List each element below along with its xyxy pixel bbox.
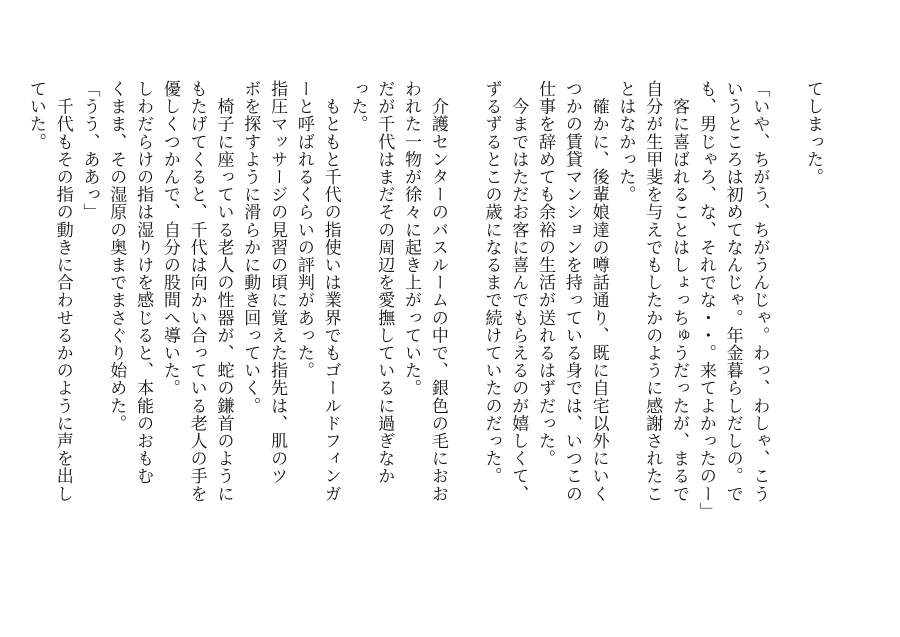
text-column: いうところは初めてなんじゃ。年金暮らしだしの。で bbox=[722, 80, 743, 503]
text-column: 「うう、ああっ」 bbox=[79, 80, 100, 221]
text-column: だが千代はまだその周辺を愛撫しているに過ぎなか bbox=[374, 80, 395, 485]
text-column: も、男じゃろ、な、それでな・・。来てよかったのー」 bbox=[695, 80, 716, 520]
text-column: てしまった。 bbox=[803, 80, 823, 186]
text-column: とはなかった。 bbox=[615, 80, 636, 204]
text-column: 客に喜ばれることはしょっちゅうだったが、まるで bbox=[669, 80, 690, 503]
text-column: 自分が生甲斐を与えでもしたかのように感謝されたこ bbox=[642, 80, 663, 503]
text-column: 優しくつかんで、自分の股間へ導いた。 bbox=[159, 80, 180, 397]
text-column: 「いや、ちがう、ちがうんじゃ。わっ、わしゃ、こう bbox=[749, 80, 770, 503]
text-column: 確かに、後輩娘達の噂話通り、既に自宅以外にいく bbox=[588, 80, 609, 503]
text-column: 指圧マッサージの見習の頃に覚えた指先は、肌のツ bbox=[267, 80, 288, 485]
text-column: 今まではただお客に喜んでもらえるのが嬉しくて、 bbox=[508, 80, 529, 503]
blank-column bbox=[772, 80, 799, 580]
text-column: 椅子に座っている老人の性器が、蛇の鎌首のように bbox=[213, 80, 234, 503]
text-column: 千代もその指の動きに合わせるかのように声を出し bbox=[52, 80, 73, 503]
text-column: しわだらけの指は湿りけを感じると、本能のおもむ bbox=[133, 80, 154, 485]
text-column: ていた。 bbox=[25, 80, 46, 151]
text-column: われた一物が徐々に起き上がっていた。 bbox=[401, 80, 422, 397]
text-column: 仕事を辞めても余裕の生活が送れるはずだった。 bbox=[535, 80, 556, 468]
text-column: ーと呼ばれるくらいの評判があった。 bbox=[293, 80, 314, 380]
text-column: 介護センターのバスルームの中で、銀色の毛におお bbox=[427, 80, 448, 503]
text-column: ずるずるとこの歳になるまで続けていたのだった。 bbox=[481, 80, 502, 485]
blank-column bbox=[451, 80, 478, 580]
text-column: もたげてくると、千代は向かい合っている老人の手を bbox=[186, 80, 207, 503]
text-column: つかの賃貸マンションを持っている身では、いつこの bbox=[561, 80, 582, 503]
text-column: った。 bbox=[347, 80, 368, 133]
text-column: くまま、その湿原の奥までまさぐり始めた。 bbox=[106, 80, 127, 432]
vertical-text-body bbox=[22, 80, 826, 580]
text-column: もともと千代の指使いは業界でもゴールドフィンガ bbox=[320, 80, 341, 503]
text-column: ボを探すように滑らかに動き回っていく。 bbox=[240, 80, 261, 415]
